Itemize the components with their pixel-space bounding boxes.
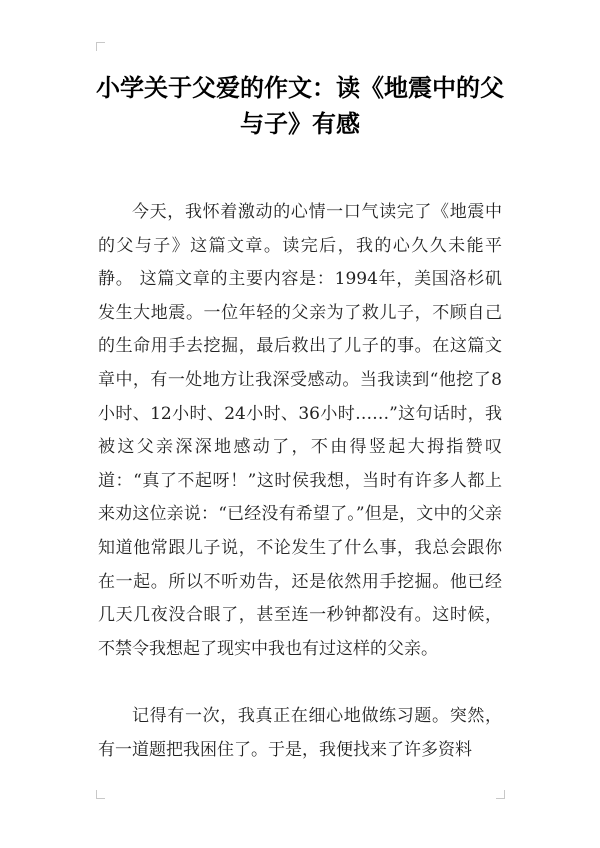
corner-mark-top-left — [96, 42, 105, 51]
corner-mark-bottom-right — [496, 790, 505, 799]
document-title: 小学关于父爱的作文：读《地震中的父与子》有感 — [96, 74, 504, 138]
corner-mark-bottom-left — [96, 790, 105, 799]
paragraph-1: 今天，我怀着激动的心情一口气读完了《地震中的父与子》这篇文章。读完后，我的心久久未能平静。 这篇文章的主要内容是：1994年，美国洛杉矶发生大地震。一位年轻的父亲为了救儿子，不顾自己的生命用手去挖掘，最后救出了儿子的事。在这篇文章中，有一处地方让我深受感动。当我读到“他挖了8小时、12小时、24小时、36小时……”这句话时，我被这父亲深深地感动了，不由得竖起大拇指赞叹道：“真了不起呀！”这时侯我想，当时有许多人都上来劝这位亲说：“已经没有希望了。”但是，文中的父亲知道他常跟儿子说，不论发生了什么事，我总会跟你在一起。所以不听劝告，还是依然用手挖掘。他已经几天几夜没合眼了，甚至连一秒钟都没有。这时候，不禁令我想起了现实中我也有过这样的父亲。 — [98, 202, 502, 659]
paragraph-2: 记得有一次，我真正在细心地做练习题。突然，有一道题把我困住了。于是，我便找来了许多资料 — [98, 706, 502, 760]
document-body — [98, 196, 502, 768]
